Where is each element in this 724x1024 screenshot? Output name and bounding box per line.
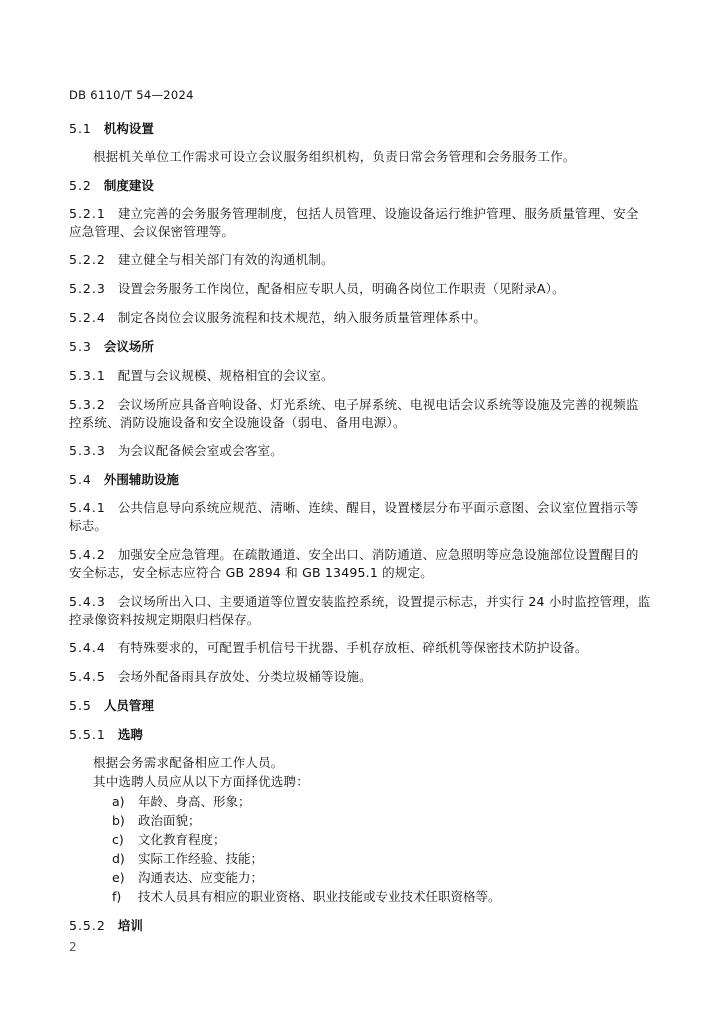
heading-5-5: [69, 694, 659, 717]
clause-text: 配置与会议规模、规格相宜的会议室。: [117, 368, 334, 383]
clause-number: 5.4.2: [69, 547, 106, 562]
heading-title: 外围辅助设施: [103, 472, 179, 487]
clause-number: 5.2.1: [69, 206, 106, 221]
clause-number: 5.3.2: [69, 397, 106, 412]
clause-number: 5.3.1: [69, 368, 106, 383]
heading-title: 人员管理: [103, 698, 154, 713]
clause-5-4-3-continued: 控录像资料按规定期限归档保存。: [69, 612, 260, 627]
clause-text: 有特殊要求的，可配置手机信号干扰器、手机存放柜、碎纸机等保密技术防护设备。: [117, 640, 588, 655]
paragraph-5-1: 根据机关单位工作需求可设立会议服务组织机构，负责日常会务管理和会务服务工作。: [93, 149, 576, 164]
clause-5-2-3: [69, 277, 659, 300]
clause-number: 5.4.1: [69, 500, 106, 515]
clause-text: 会议场所应具备音响设备、灯光系统、电子屏系统、电视电话会议系统等设施及完善的视频监: [117, 397, 639, 412]
clause-text: 公共信息导向系统应规范、清晰、连续、醒目，设置楼层分布平面示意图、会议室位置指示等: [117, 500, 639, 515]
heading-5-3: [69, 335, 659, 358]
clause-5-3-1: [69, 364, 659, 387]
heading-number: 5.3: [69, 339, 92, 354]
clause-5-3-3: [69, 439, 659, 462]
heading-title: 机构设置: [103, 121, 154, 136]
list-marker: c): [112, 832, 124, 847]
heading-title: 选聘: [117, 727, 143, 742]
clause-number: 5.2.4: [69, 310, 106, 325]
clause-number: 5.2.2: [69, 252, 106, 267]
clause-text: 建立完善的会务服务管理制度，包括人员管理、设施设备运行维护管理、服务质量管理、安全: [117, 206, 639, 221]
list-marker: a): [112, 794, 125, 809]
list-item-text: 实际工作经验、技能；: [138, 851, 264, 866]
clause-number: 5.4.4: [69, 640, 106, 655]
heading-number: 5.5: [69, 698, 92, 713]
heading-5-5-2: [69, 914, 659, 937]
clause-text: 为会议配备候会室或会客室。: [117, 443, 283, 458]
document-id-header: DB 6110/T 54—2024: [69, 88, 194, 102]
clause-text: 设置会务服务工作岗位，配备相应专职人员，明确各岗位工作职责（见附录A）。: [117, 281, 565, 296]
list-item-text: 年龄、身高、形象；: [138, 794, 251, 809]
list-item-text: 技术人员具有相应的职业资格、职业技能或专业技术任职资格等。: [138, 889, 501, 904]
clause-5-4-4: [69, 636, 659, 659]
clause-5-2-2: [69, 248, 659, 271]
clause-5-3-2-continued: 控系统、消防设施设备和安全设施设备（弱电、备用电源）。: [69, 415, 406, 430]
clause-number: 5.4.5: [69, 669, 106, 684]
list-marker: f): [112, 889, 122, 904]
clause-text: 会场外配备雨具存放处、分类垃圾桶等设施。: [117, 669, 372, 684]
heading-5-4: [69, 468, 659, 491]
heading-title: 培训: [117, 918, 143, 933]
clause-5-4-5: [69, 665, 659, 688]
heading-title: 制度建设: [103, 178, 154, 193]
clause-number: 5.4.3: [69, 594, 106, 609]
heading-number: 5.5.2: [69, 918, 106, 933]
list-marker: b): [112, 813, 125, 828]
list-item-text: 沟通表达、应变能力；: [138, 870, 264, 885]
list-item: [112, 885, 501, 908]
clause-text: 制定各岗位会议服务流程和技术规范，纳入服务质量管理体系中。: [117, 310, 487, 325]
paragraph-5-5-1a: 根据会务需求配备相应工作人员。: [93, 755, 284, 770]
heading-5-1: [69, 117, 659, 140]
list-marker: e): [112, 870, 125, 885]
clause-text: 加强安全应急管理。在疏散通道、安全出口、消防通道、应急照明等应急设施部位设置醒目的: [117, 547, 639, 562]
clause-text: 会议场所出入口、主要通道等位置安装监控系统，设置提示标志，并实行 24 小时监控管理，监: [117, 594, 651, 609]
clause-number: 5.2.3: [69, 281, 106, 296]
paragraph-5-5-1b: 其中选聘人员应从以下方面择优选聘：: [93, 774, 309, 789]
list-item-text: 政治面貌；: [138, 813, 201, 828]
list-marker: d): [112, 851, 125, 866]
clause-5-4-1-continued: 标志。: [69, 518, 108, 533]
page-number: 2: [69, 940, 77, 954]
heading-number: 5.5.1: [69, 727, 106, 742]
heading-title: 会议场所: [103, 339, 154, 354]
heading-number: 5.1: [69, 121, 92, 136]
clause-text: 建立健全与相关部门有效的沟通机制。: [117, 252, 334, 267]
list-item-text: 文化教育程度；: [138, 832, 226, 847]
clause-5-2-4: [69, 306, 659, 329]
clause-5-4-2-continued: 安全标志，安全标志应符合 GB 2894 和 GB 13495.1 的规定。: [69, 565, 433, 580]
heading-5-5-1: [69, 723, 659, 746]
clause-number: 5.3.3: [69, 443, 106, 458]
heading-number: 5.2: [69, 178, 92, 193]
heading-5-2: [69, 174, 659, 197]
clause-5-2-1-continued: 应急管理、会议保密管理等。: [69, 224, 235, 239]
heading-number: 5.4: [69, 472, 92, 487]
